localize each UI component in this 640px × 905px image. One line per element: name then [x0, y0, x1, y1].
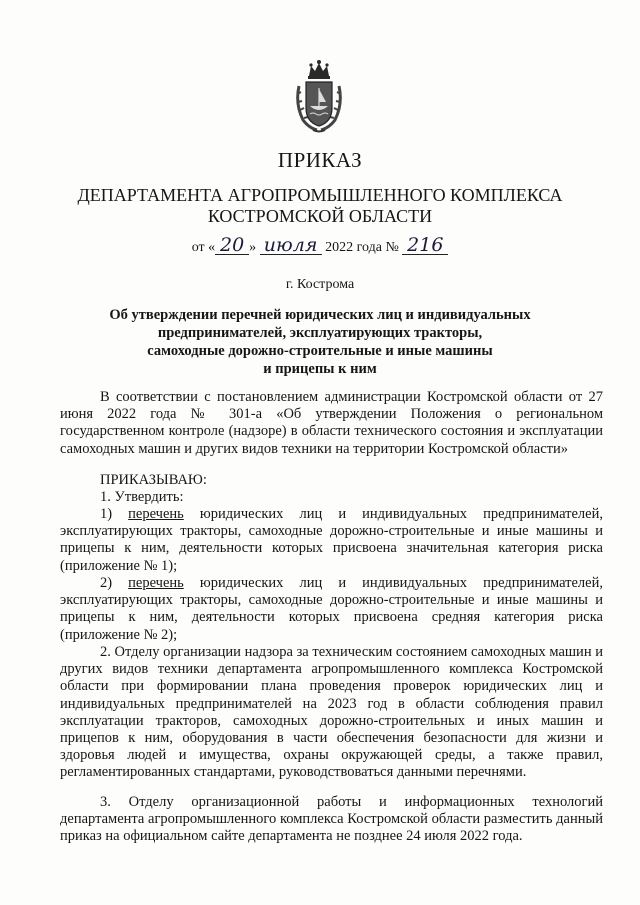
- page-title: ПРИКАЗ: [277, 148, 363, 172]
- item-1-2-paragraph: [60, 575, 603, 644]
- coat-of-arms-icon: [293, 58, 345, 134]
- subject-line: предпринимателей, эксплуатирующих тракторы,: [157, 325, 483, 341]
- item-prefix: 2): [100, 575, 129, 591]
- item-text: юридических лиц и индивидуальных предпринимателей, эксплуатирующих тракторы, самоходные дорожно-строительные и иные машины и прицепы к ним, деятельности которых присвоена значительная категория риска (приложение № 1);: [60, 506, 603, 574]
- item-2-paragraph: 2. Отделу организации надзора за техническим состоянием самоходных машин и других видов техники департамента агропромышленного комплекса Костромской области при формировании плана проведения проверок юридических лиц и индивидуальных предпринимателей на 2023 год в области соблюдения правил эксплуатации тракторов, самоходных дорожно-строительных и иных машин и прицепов к ним, оборудования в части обеспечения безопасности для жизни и здоровья людей и имущества, охраны окружающей среды, а также правил, регламентированных стандартами, руководствоваться данными перечнями.: [60, 644, 603, 781]
- date-quote-close: »: [249, 240, 257, 255]
- date-year-text: 2022 года №: [325, 240, 399, 255]
- date-line: [60, 236, 580, 256]
- item-prefix: 1): [100, 506, 129, 522]
- item-text: юридических лиц и индивидуальных предпринимателей, эксплуатирующих тракторы, самоходные дорожно-строительные и иные машины и прицепы к ним, деятельности которых присвоена средняя категория риска (приложение № 2);: [60, 575, 603, 643]
- item-1-heading: 1. Утвердить:: [100, 489, 184, 505]
- annex-2-link[interactable]: перечень: [128, 575, 184, 591]
- department-line-2: КОСТРОМСКОЙ ОБЛАСТИ: [207, 206, 433, 226]
- preamble-paragraph: В соответствии с постановлением администрации Костромской области от 27 июня 2022 года № 301-а «Об утверждении Положения о региональном государственном контроле (надзоре) в области технического состояния и эксплуатации самоходных машин и других видов техники на территории Костромской области»: [60, 389, 603, 457]
- subject-line: и прицепы к ним: [263, 361, 377, 377]
- department-line-1: ДЕПАРТАМЕНТА АГРОПРОМЫШЛЕННОГО КОМПЛЕКСА: [77, 185, 563, 205]
- subject-line: Об утверждении перечней юридических лиц и индивидуальных: [109, 307, 531, 323]
- date-prefix: от «: [191, 240, 216, 255]
- department-heading: [60, 185, 580, 227]
- annex-1-link[interactable]: перечень: [128, 506, 184, 522]
- city: г. Кострома: [285, 277, 355, 292]
- item-1-1-paragraph: [60, 506, 603, 575]
- order-word: ПРИКАЗЫВАЮ:: [100, 472, 207, 488]
- date-day-handwritten: 20: [215, 236, 249, 255]
- order-number-handwritten: 216: [402, 236, 448, 255]
- date-month-handwritten: июля: [260, 236, 322, 255]
- subject-line: самоходные дорожно-строительные и иные машины: [147, 343, 493, 359]
- item-3-paragraph: 3. Отделу организационной работы и информационных технологий департамента агропромышленного комплекса Костромской области разместить данный приказ на официальном сайте департамента не позднее 24 июля 2022 года.: [60, 794, 603, 845]
- order-subject: [60, 306, 580, 378]
